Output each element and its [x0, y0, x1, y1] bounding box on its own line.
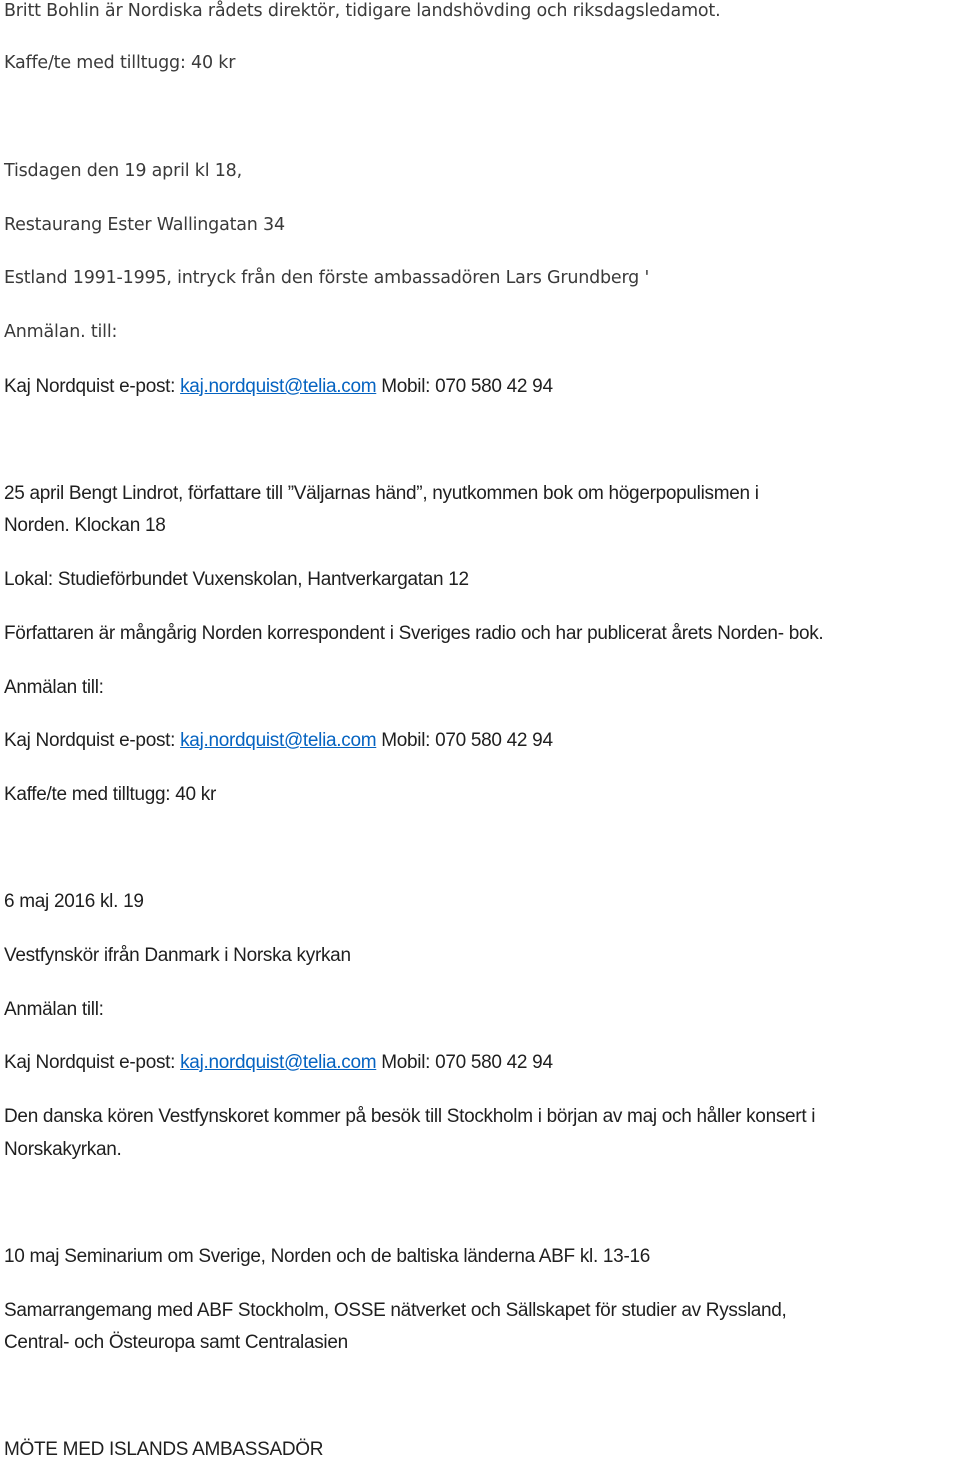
email-link[interactable]: kaj.nordquist@telia.com [180, 1052, 377, 1073]
mobile-number: Mobil: 070 580 42 94 [376, 730, 553, 751]
event1-contact [4, 370, 553, 403]
email-link[interactable]: kaj.nordquist@telia.com [180, 376, 377, 397]
event1-signup: Anmälan. till: [4, 322, 118, 342]
event2-venue: Lokal: Studieförbundet Vuxenskolan, Hantverkargatan 12 [4, 569, 469, 590]
event3-date: 6 maj 2016 kl. 19 [4, 891, 144, 912]
event2-description-line-2: Norden. Klockan 18 [4, 515, 166, 536]
event3-description-line-1: Den danska kören Vestfynskoret kommer på besök till Stockholm i början av maj och håller konsert i [4, 1106, 816, 1127]
event1-venue: Restaurang Ester Wallingatan 34 [4, 215, 285, 235]
mobile-number: Mobil: 070 580 42 94 [376, 1052, 553, 1073]
contact-prefix: Kaj Nordquist e-post: [4, 376, 181, 397]
contact-prefix: Kaj Nordquist e-post: [4, 730, 181, 751]
event2-contact [4, 724, 553, 757]
intro-line-1: Britt Bohlin är Nordiska rådets direktör, tidigare landshövding och riksdagsledamot. [4, 1, 721, 21]
contact-prefix: Kaj Nordquist e-post: [4, 1052, 181, 1073]
event2-description-line-1: 25 april Bengt Lindrot, författare till ”Väljarnas händ”, nyutkommen bok om högerpopulismen i [4, 483, 759, 504]
event3-signup: Anmälan till: [4, 999, 104, 1020]
event2-price: Kaffe/te med tilltugg: 40 kr [4, 784, 216, 805]
event3-description-line-2: Norskakyrkan. [4, 1139, 122, 1160]
event3-contact [4, 1046, 553, 1079]
event4-title: 10 maj Seminarium om Sverige, Norden och de baltiska länderna ABF kl. 13-16 [4, 1246, 651, 1267]
event3-title: Vestfynskör ifrån Danmark i Norska kyrkan [4, 945, 351, 966]
event2-about: Författaren är mångårig Norden korrespondent i Sveriges radio och har publicerat årets Norden- bok. [4, 623, 824, 644]
intro-price-line: Kaffe/te med tilltugg: 40 kr [4, 53, 236, 73]
email-link[interactable]: kaj.nordquist@telia.com [180, 730, 377, 751]
event2-signup: Anmälan till: [4, 677, 104, 698]
event4-description-line-1: Samarrangemang med ABF Stockholm, OSSE nätverket och Sällskapet för studier av Ryssland, [4, 1300, 787, 1321]
event5-title: MÖTE MED ISLANDS AMBASSADÖR [4, 1439, 324, 1460]
event1-title: Estland 1991-1995, intryck från den förste ambassadören Lars Grundberg ' [4, 268, 650, 288]
event4-description-line-2: Central- och Östeuropa samt Centralasien [4, 1332, 348, 1353]
event1-date: Tisdagen den 19 april kl 18, [4, 161, 242, 181]
mobile-number: Mobil: 070 580 42 94 [376, 376, 553, 397]
